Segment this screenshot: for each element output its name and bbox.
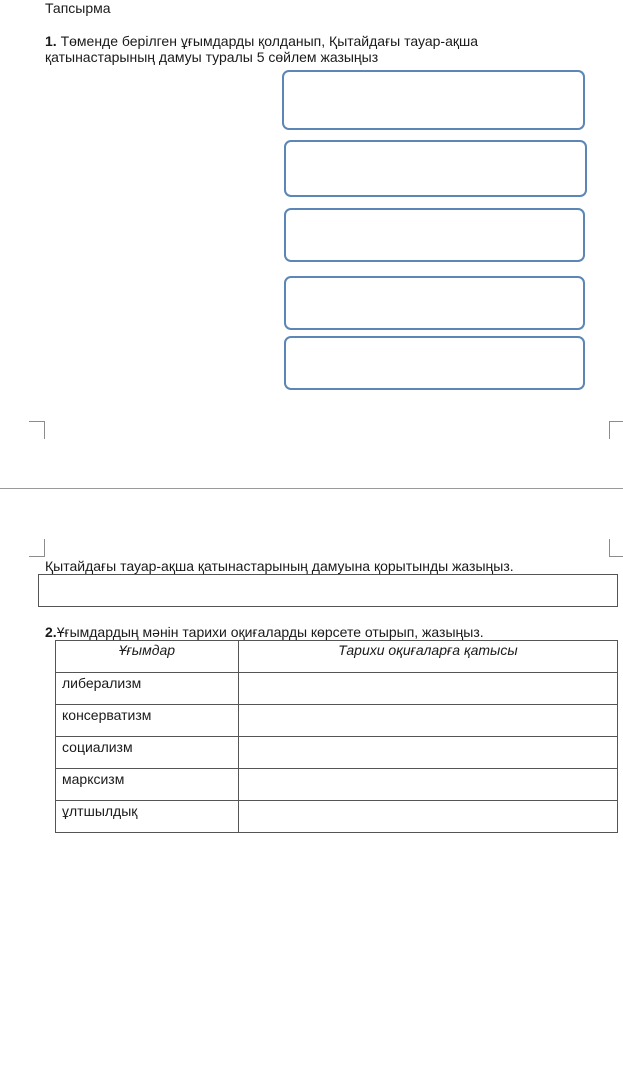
answer-box-3[interactable] (284, 208, 585, 262)
answer-box-2[interactable] (284, 140, 587, 197)
table-row (56, 801, 618, 833)
conclusion-prompt: Қытайдағы тауар-ақша қатынастарының дамуына қорытынды жазыңыз. (45, 558, 514, 574)
header-concepts: Ұғымдар (56, 641, 239, 673)
task-2-text: Ұғымдардың мәнін тарихи оқиғаларды көрсете отырып, жазыңыз. (56, 624, 484, 640)
task-1-instruction (45, 33, 565, 65)
header-historical-relation: Тарихи оқиғаларға қатысы (238, 641, 617, 673)
concept-cell: ұлтшылдық (56, 801, 239, 833)
task-1-number: 1. (45, 33, 57, 49)
table-row (56, 673, 618, 705)
concepts-table (55, 640, 618, 833)
answer-cell[interactable] (238, 673, 617, 705)
margin-corner-mark (29, 539, 45, 557)
margin-corner-mark (609, 421, 623, 439)
concept-cell: консерватизм (56, 705, 239, 737)
answer-cell[interactable] (238, 769, 617, 801)
concept-cell: либерализм (56, 673, 239, 705)
table-row (56, 705, 618, 737)
answer-box-1[interactable] (282, 70, 585, 130)
conclusion-answer-box[interactable] (38, 574, 618, 607)
concept-cell: социализм (56, 737, 239, 769)
task-2-instruction (45, 624, 484, 640)
page-heading: Тапсырма (45, 0, 111, 16)
concept-cell: марксизм (56, 769, 239, 801)
task-2-number: 2. (45, 624, 57, 640)
table-row (56, 769, 618, 801)
table-row (56, 737, 618, 769)
task-1-text: Төменде берілген ұғымдарды қолданып, Қытайдағы тауар-ақша қатынастарының дамуы туралы 5 сөйлем жазыңыз (45, 33, 479, 65)
answer-cell[interactable] (238, 737, 617, 769)
page-break-divider (0, 488, 623, 489)
margin-corner-mark (29, 421, 45, 439)
answer-box-4[interactable] (284, 276, 585, 330)
answer-box-5[interactable] (284, 336, 585, 390)
answer-cell[interactable] (238, 705, 617, 737)
table-header-row (56, 641, 618, 673)
margin-corner-mark (609, 539, 623, 557)
answer-cell[interactable] (238, 801, 617, 833)
